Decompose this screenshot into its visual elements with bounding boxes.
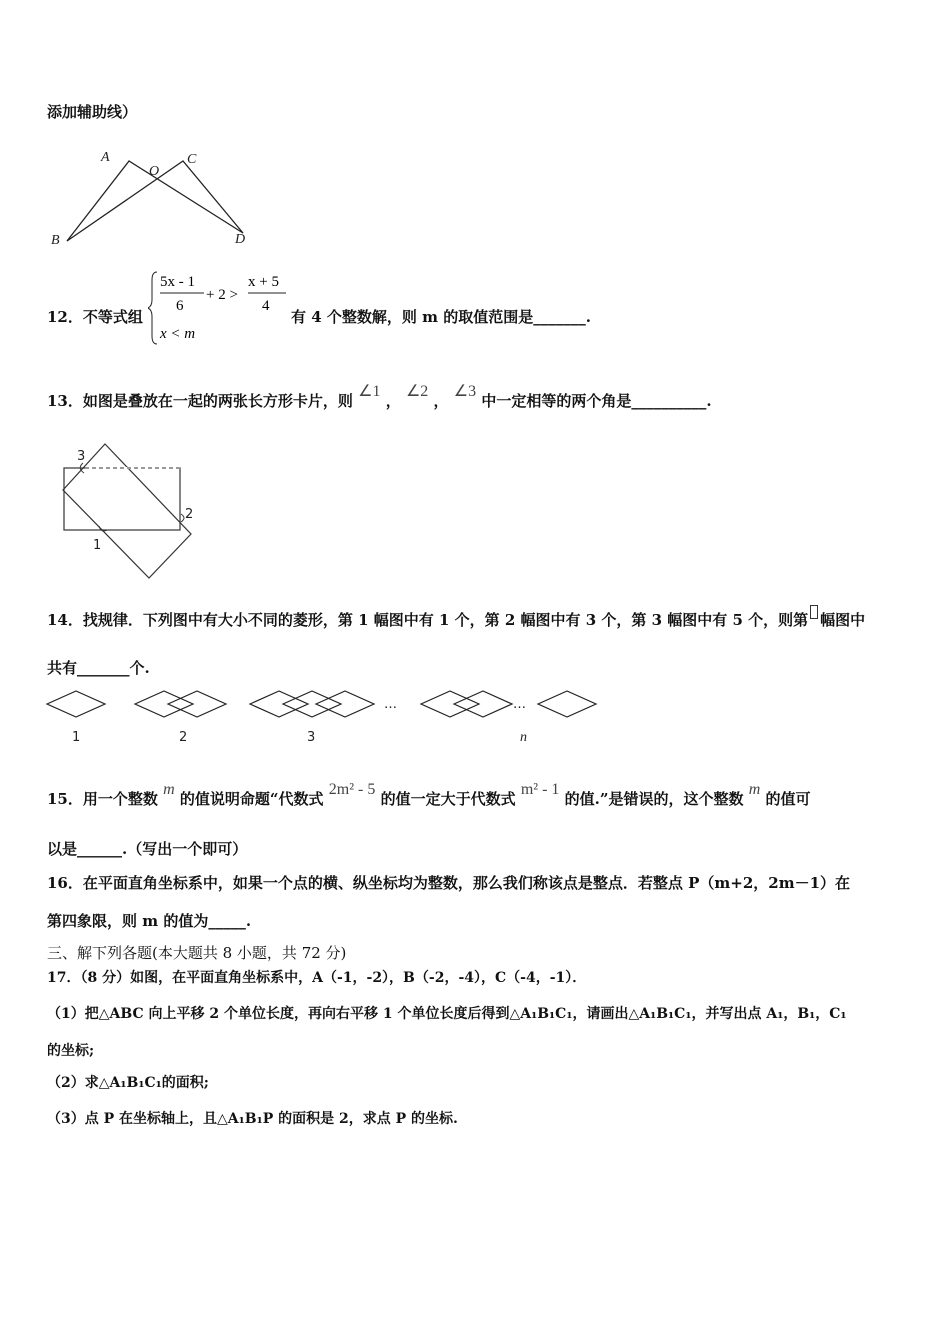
q15-m: m — [163, 781, 175, 798]
q13-comma-1: ， — [385, 392, 401, 410]
fig11-label-b: B — [51, 233, 60, 248]
q13-comma-2: ， — [433, 392, 449, 410]
q17-part-1a: （1）把△ABC 向上平移 2 个单位长度，再向右平移 1 个单位长度后得到△A₁B₁C₁，请画出△A₁B₁C₁，并写出点 A₁，B₁，C₁ — [47, 1006, 847, 1022]
q17-head: 17．（8 分）如图，在平面直角坐标系中，A（-1，-2），B（-2，-4），C（-4，-1）． — [47, 970, 587, 986]
q15-line-1 — [47, 781, 811, 810]
fig14-ellipsis-2: … — [513, 697, 526, 712]
fig14-label-n: n — [520, 730, 527, 745]
q14-text: 14．找规律．下列图中有大小不同的菱形，第 1 幅图中有 1 个，第 2 幅图中有 3 个，第 3 幅图中有 5 个，则第 — [47, 611, 809, 629]
q13-line — [47, 383, 712, 412]
fig11-label-d: D — [235, 232, 246, 247]
q12-number: 12．不等式组 — [47, 308, 143, 326]
figure-14-rhombus-sequence — [40, 688, 610, 748]
q14-text-end: 幅图中 — [820, 611, 866, 629]
q14-line-1 — [47, 610, 865, 630]
q12-frac2-num: x + 5 — [248, 274, 279, 290]
fig14-label-2: 2 — [179, 730, 188, 745]
figure-11-triangles — [45, 145, 265, 255]
q12-frac1-num: 5x - 1 — [160, 274, 195, 290]
q15-expr-1: 2m² - 5 — [328, 781, 376, 798]
q15-e: 的值可 — [765, 790, 811, 808]
q12-inequality-system — [148, 268, 288, 348]
fig11-label-o: O — [149, 164, 160, 179]
q13-text-a: 13．如图是叠放在一起的两张长方形卡片，则 — [47, 392, 353, 410]
section-3-heading: 三、解下列各题(本大题共 8 小题，共 72 分) — [47, 944, 347, 962]
q12-frac2-den: 4 — [262, 298, 270, 314]
figure-13-cards — [55, 438, 215, 588]
q14-line-2: 共有_______个. — [47, 659, 150, 677]
fig14-label-3: 3 — [307, 730, 316, 745]
fig14-ellipsis-1: … — [384, 697, 397, 712]
fig11-label-a: A — [101, 150, 110, 165]
fig11-label-c: C — [187, 152, 197, 167]
q15-expr-2: m² - 1 — [520, 781, 560, 798]
q17-part-3: （3）点 P 在坐标轴上，且△A₁B₁P 的面积是 2，求点 P 的坐标. — [47, 1111, 458, 1127]
q12-tail: 有 4 个整数解，则 m 的取值范围是_______. — [291, 308, 591, 326]
intro-tail: 添加辅助线） — [47, 103, 138, 121]
fig13-label-2: 2 — [185, 507, 194, 522]
q12-mid: + 2 > — [206, 287, 238, 303]
q13-angle-2: ∠2 — [405, 383, 429, 400]
q15-m-2: m — [748, 781, 761, 798]
q15-b: 的值说明命题“代数式 — [179, 790, 324, 808]
q12-frac1-den: 6 — [176, 298, 184, 314]
q13-angle-1: ∠1 — [358, 383, 381, 400]
fig13-label-3: 3 — [77, 449, 86, 464]
q17-part-1b: 的坐标; — [47, 1043, 95, 1059]
q16-line-2: 第四象限，则 m 的值为_____. — [47, 912, 252, 930]
q13-angle-3: ∠3 — [453, 383, 477, 400]
fig14-label-1: 1 — [72, 730, 81, 745]
q15-a: 15．用一个整数 — [47, 790, 158, 808]
q13-text-b: 中一定相等的两个角是__________. — [481, 392, 712, 410]
q15-line-2: 以是______.（写出一个即可） — [47, 840, 248, 858]
q17-part-2: （2）求△A₁B₁C₁的面积; — [47, 1075, 209, 1091]
missing-glyph-icon — [810, 605, 818, 619]
q12-ineq2: x < m — [160, 326, 196, 342]
q16-line-1: 16．在平面直角坐标系中，如果一个点的横、纵坐标均为整数，那么我们称该点是整点．若整点 P（m+2，2m－1）在 — [47, 874, 851, 892]
fig13-label-1: 1 — [93, 538, 102, 553]
q15-c: 的值一定大于代数式 — [380, 790, 516, 808]
q15-d: 的值.”是错误的，这个整数 — [564, 790, 744, 808]
